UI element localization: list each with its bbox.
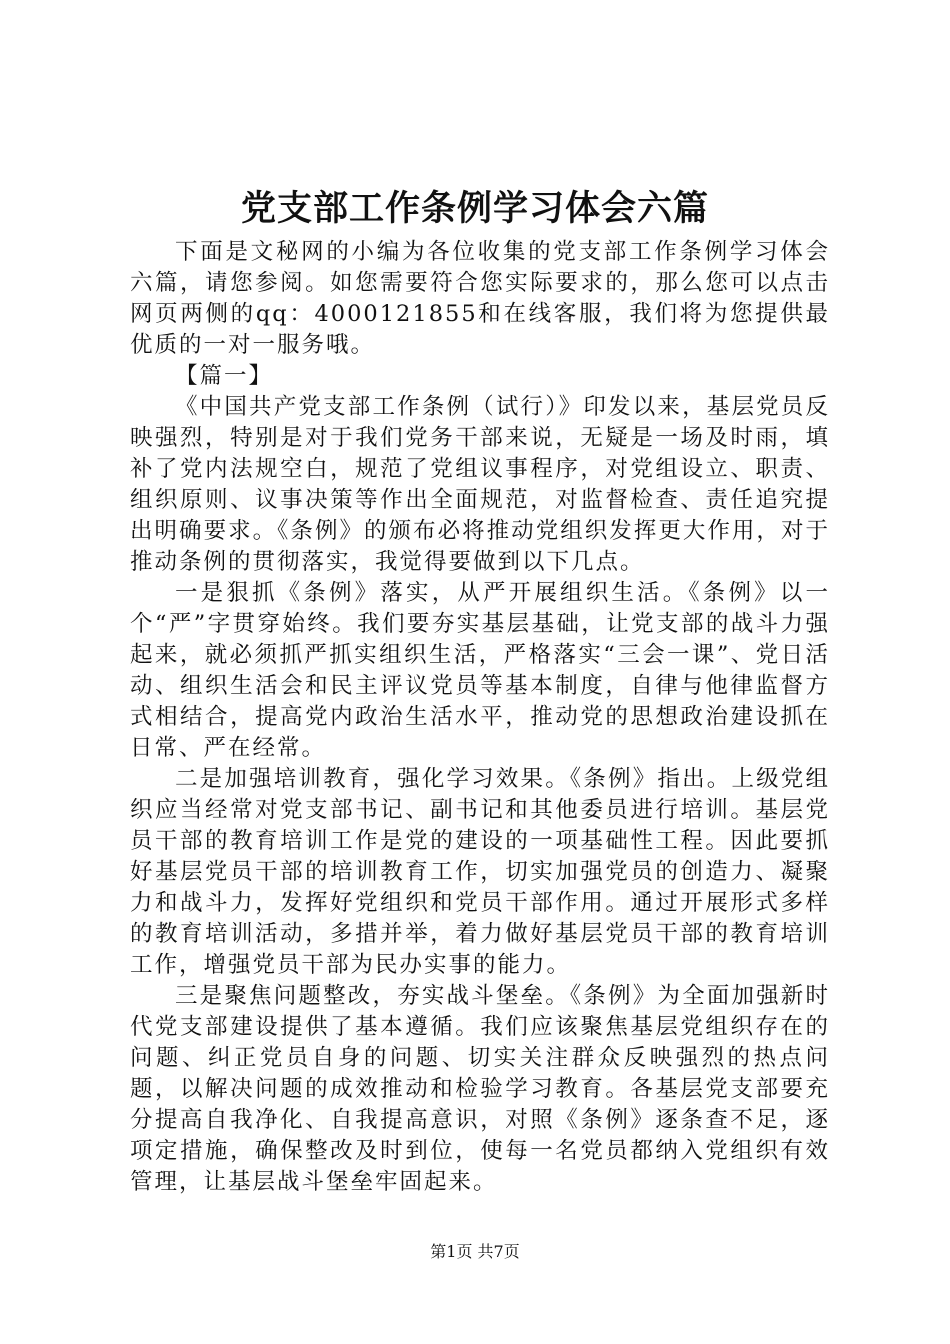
document-title: 党支部工作条例学习体会六篇 <box>240 188 709 229</box>
page-number-footer: 第1页 共7页 <box>430 1242 520 1261</box>
document-body <box>130 237 830 1198</box>
paragraph-point-two: 二是加强培训教育，强化学习效果。《条例》指出。上级党组织应当经常对党支部书记、副书记和其他委员进行培训。基层党员干部的教育培训工作是党的建设的一项基础性工程。因此要抓好基层党员干部的培训教育工作，切实加强党员的创造力、凝聚力和战斗力，发挥好党组织和党员干部作用。通过开展形式多样的教育培训活动，多措并举，着力做好基层党员干部的教育培训工作，增强党员干部为民办实事的能力。 <box>130 766 830 978</box>
paragraph-intro: 下面是文秘网的小编为各位收集的党支部工作条例学习体会六篇，请您参阅。如您需要符合您实际要求的，那么您可以点击网页两侧的qq：4000121855和在线客服，我们将为您提供最优质的一对一服务哦。 <box>130 239 830 358</box>
section-heading-part-one: 【篇一】 <box>175 363 274 389</box>
paragraph-point-three: 三是聚焦问题整改，夯实战斗堡垒。《条例》为全面加强新时代党支部建设提供了基本遵循。我们应该聚焦基层党组织存在的问题、纠正党员自身的问题、切实关注群众反映强烈的热点问题，以解决问题的成效推动和检验学习教育。各基层党支部要充分提高自我净化、自我提高意识，对照《条例》逐条查不足，逐项定措施，确保整改及时到位，使每一名党员都纳入党组织有效管理，让基层战斗堡垒牢固起来。 <box>130 983 830 1195</box>
paragraph-point-one: 一是狠抓《条例》落实，从严开展组织生活。《条例》以一个“严”字贯穿始终。我们要夯实基层基础，让党支部的战斗力强起来，就必须抓严抓实组织生活，严格落实“三会一课”、党日活动、组织生活会和民主评议党员等基本制度，自律与他律监督方式相结合，提高党内政治生活水平，推动党的思想政治建设抓在日常、严在经常。 <box>130 580 830 761</box>
paragraph-regulation-intro: 《中国共产党支部工作条例（试行）》印发以来，基层党员反映强烈，特别是对于我们党务干部来说，无疑是一场及时雨，填补了党内法规空白，规范了党组议事程序，对党组设立、职责、组织原则、议事决策等作出全面规范，对监督检查、责任追究提出明确要求。《条例》的颁布必将推动党组织发挥更大作用，对于推动条例的贯彻落实，我觉得要做到以下几点。 <box>130 394 830 575</box>
